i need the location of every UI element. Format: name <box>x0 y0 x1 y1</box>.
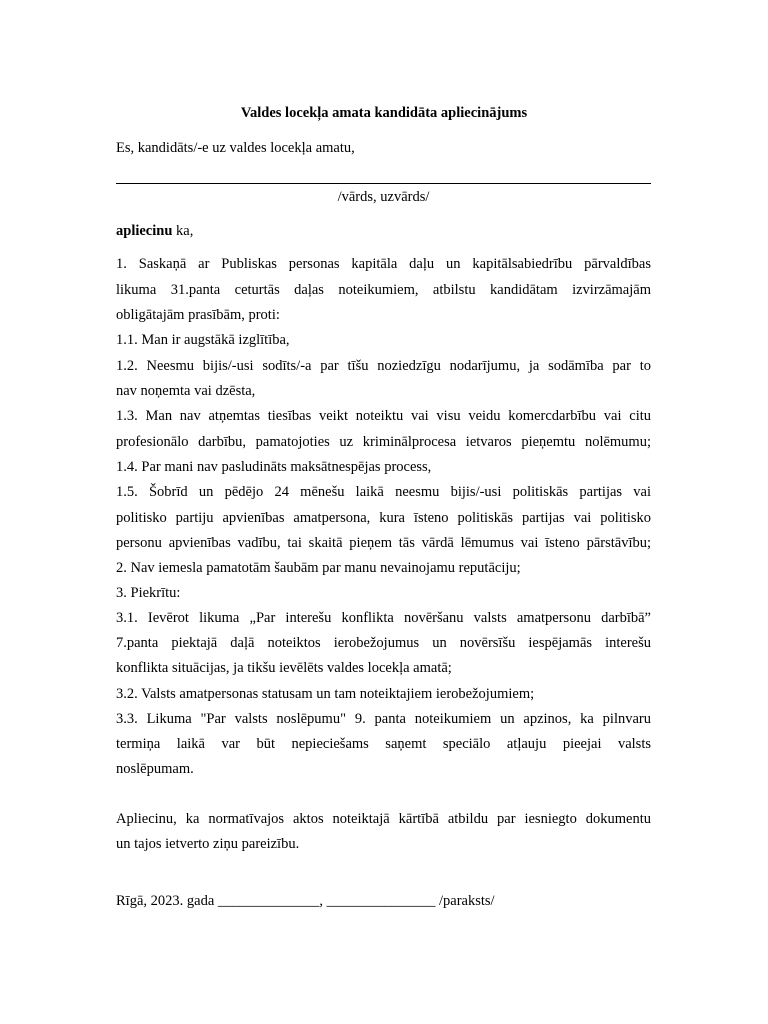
statement-line: 1.1. Man ir augstākā izglītība, <box>116 332 290 348</box>
statement-line: politisko partiju apvienības amatpersona, kura īsteno politiskās partijas vai politisko <box>116 510 651 526</box>
closing-line: un tajos ietverto ziņu pareizību. <box>116 836 300 852</box>
statement-line: 3.1. Ievērot likuma „Par interešu konflikta novēršanu valsts amatpersonu darbībā” <box>116 610 651 626</box>
statement-line: profesionālo darbību, pamatojoties uz kriminālprocesa ietvaros pieņemtu nolēmumu; <box>116 434 651 450</box>
certify-line <box>116 222 651 240</box>
statement-line: noslēpumam. <box>116 761 194 777</box>
statement-line: 7.panta piektajā daļā noteiktos ierobežojumus un novērsīšu iespējamās interešu <box>116 635 651 651</box>
statement-line: 1.3. Man nav atņemtas tiesības veikt noteiktu vai visu veidu komercdarbību vai citu <box>116 408 651 424</box>
statement-line: likuma 31.panta ceturtās daļas noteikumiem, atbilstu kandidātam izvirzāmajām <box>116 282 651 298</box>
statement-line: termiņa laikā var būt nepieciešams saņemt speciālo atļauju pieejai valsts <box>116 736 651 752</box>
name-caption: /vārds, uzvārds/ <box>337 189 430 205</box>
certify-rest: ka, <box>172 223 194 239</box>
statement-line: 1.5. Šobrīd un pēdējo 24 mēnešu laikā neesmu bijis/-usi politiskās partijas vai <box>116 484 651 500</box>
statement-line: 3.3. Likuma "Par valsts noslēpumu" 9. panta noteikumiem un apzinos, ka pilnvaru <box>116 711 651 727</box>
certify-bold: apliecinu <box>116 223 173 239</box>
statement-line: personu apvienības vadību, tai skaitā pieņem tās vārdā lēmumus vai īsteno pārstāvību; <box>116 535 651 551</box>
statement-line: 2. Nav iemesla pamatotām šaubām par manu nevainojamu reputāciju; <box>116 560 521 576</box>
statement-line: 1. Saskaņā ar Publiskas personas kapitāla daļu un kapitālsabiedrību pārvaldības <box>116 256 651 272</box>
statement-line: 3. Piekrītu: <box>116 585 181 601</box>
name-blank-line <box>116 183 651 184</box>
statement-line: obligātajām prasībām, proti: <box>116 307 280 323</box>
signature-line: Rīgā, 2023. gada ______________, _______________ /paraksts/ <box>116 893 495 909</box>
statement-line: 1.2. Neesmu bijis/-usi sodīts/-a par tīšu noziedzīgu nodarījumu, ja sodāmība par to <box>116 358 651 374</box>
closing-line: Apliecinu, ka normatīvajos aktos noteiktajā kārtībā atbildu par iesniegto dokumentu <box>116 811 651 827</box>
document-title: Valdes locekļa amata kandidāta apliecinājums <box>240 105 528 121</box>
statement-line: konflikta situācijas, ja tikšu ievēlēts valdes locekļa amatā; <box>116 660 452 676</box>
statement-line: nav noņemta vai dzēsta, <box>116 383 256 399</box>
statement-line: 1.4. Par mani nav pasludināts maksātnespējas process, <box>116 459 432 475</box>
statement-line: 3.2. Valsts amatpersonas statusam un tam noteiktajiem ierobežojumiem; <box>116 686 535 702</box>
intro-text: Es, kandidāts/-e uz valdes locekļa amatu, <box>116 140 355 156</box>
